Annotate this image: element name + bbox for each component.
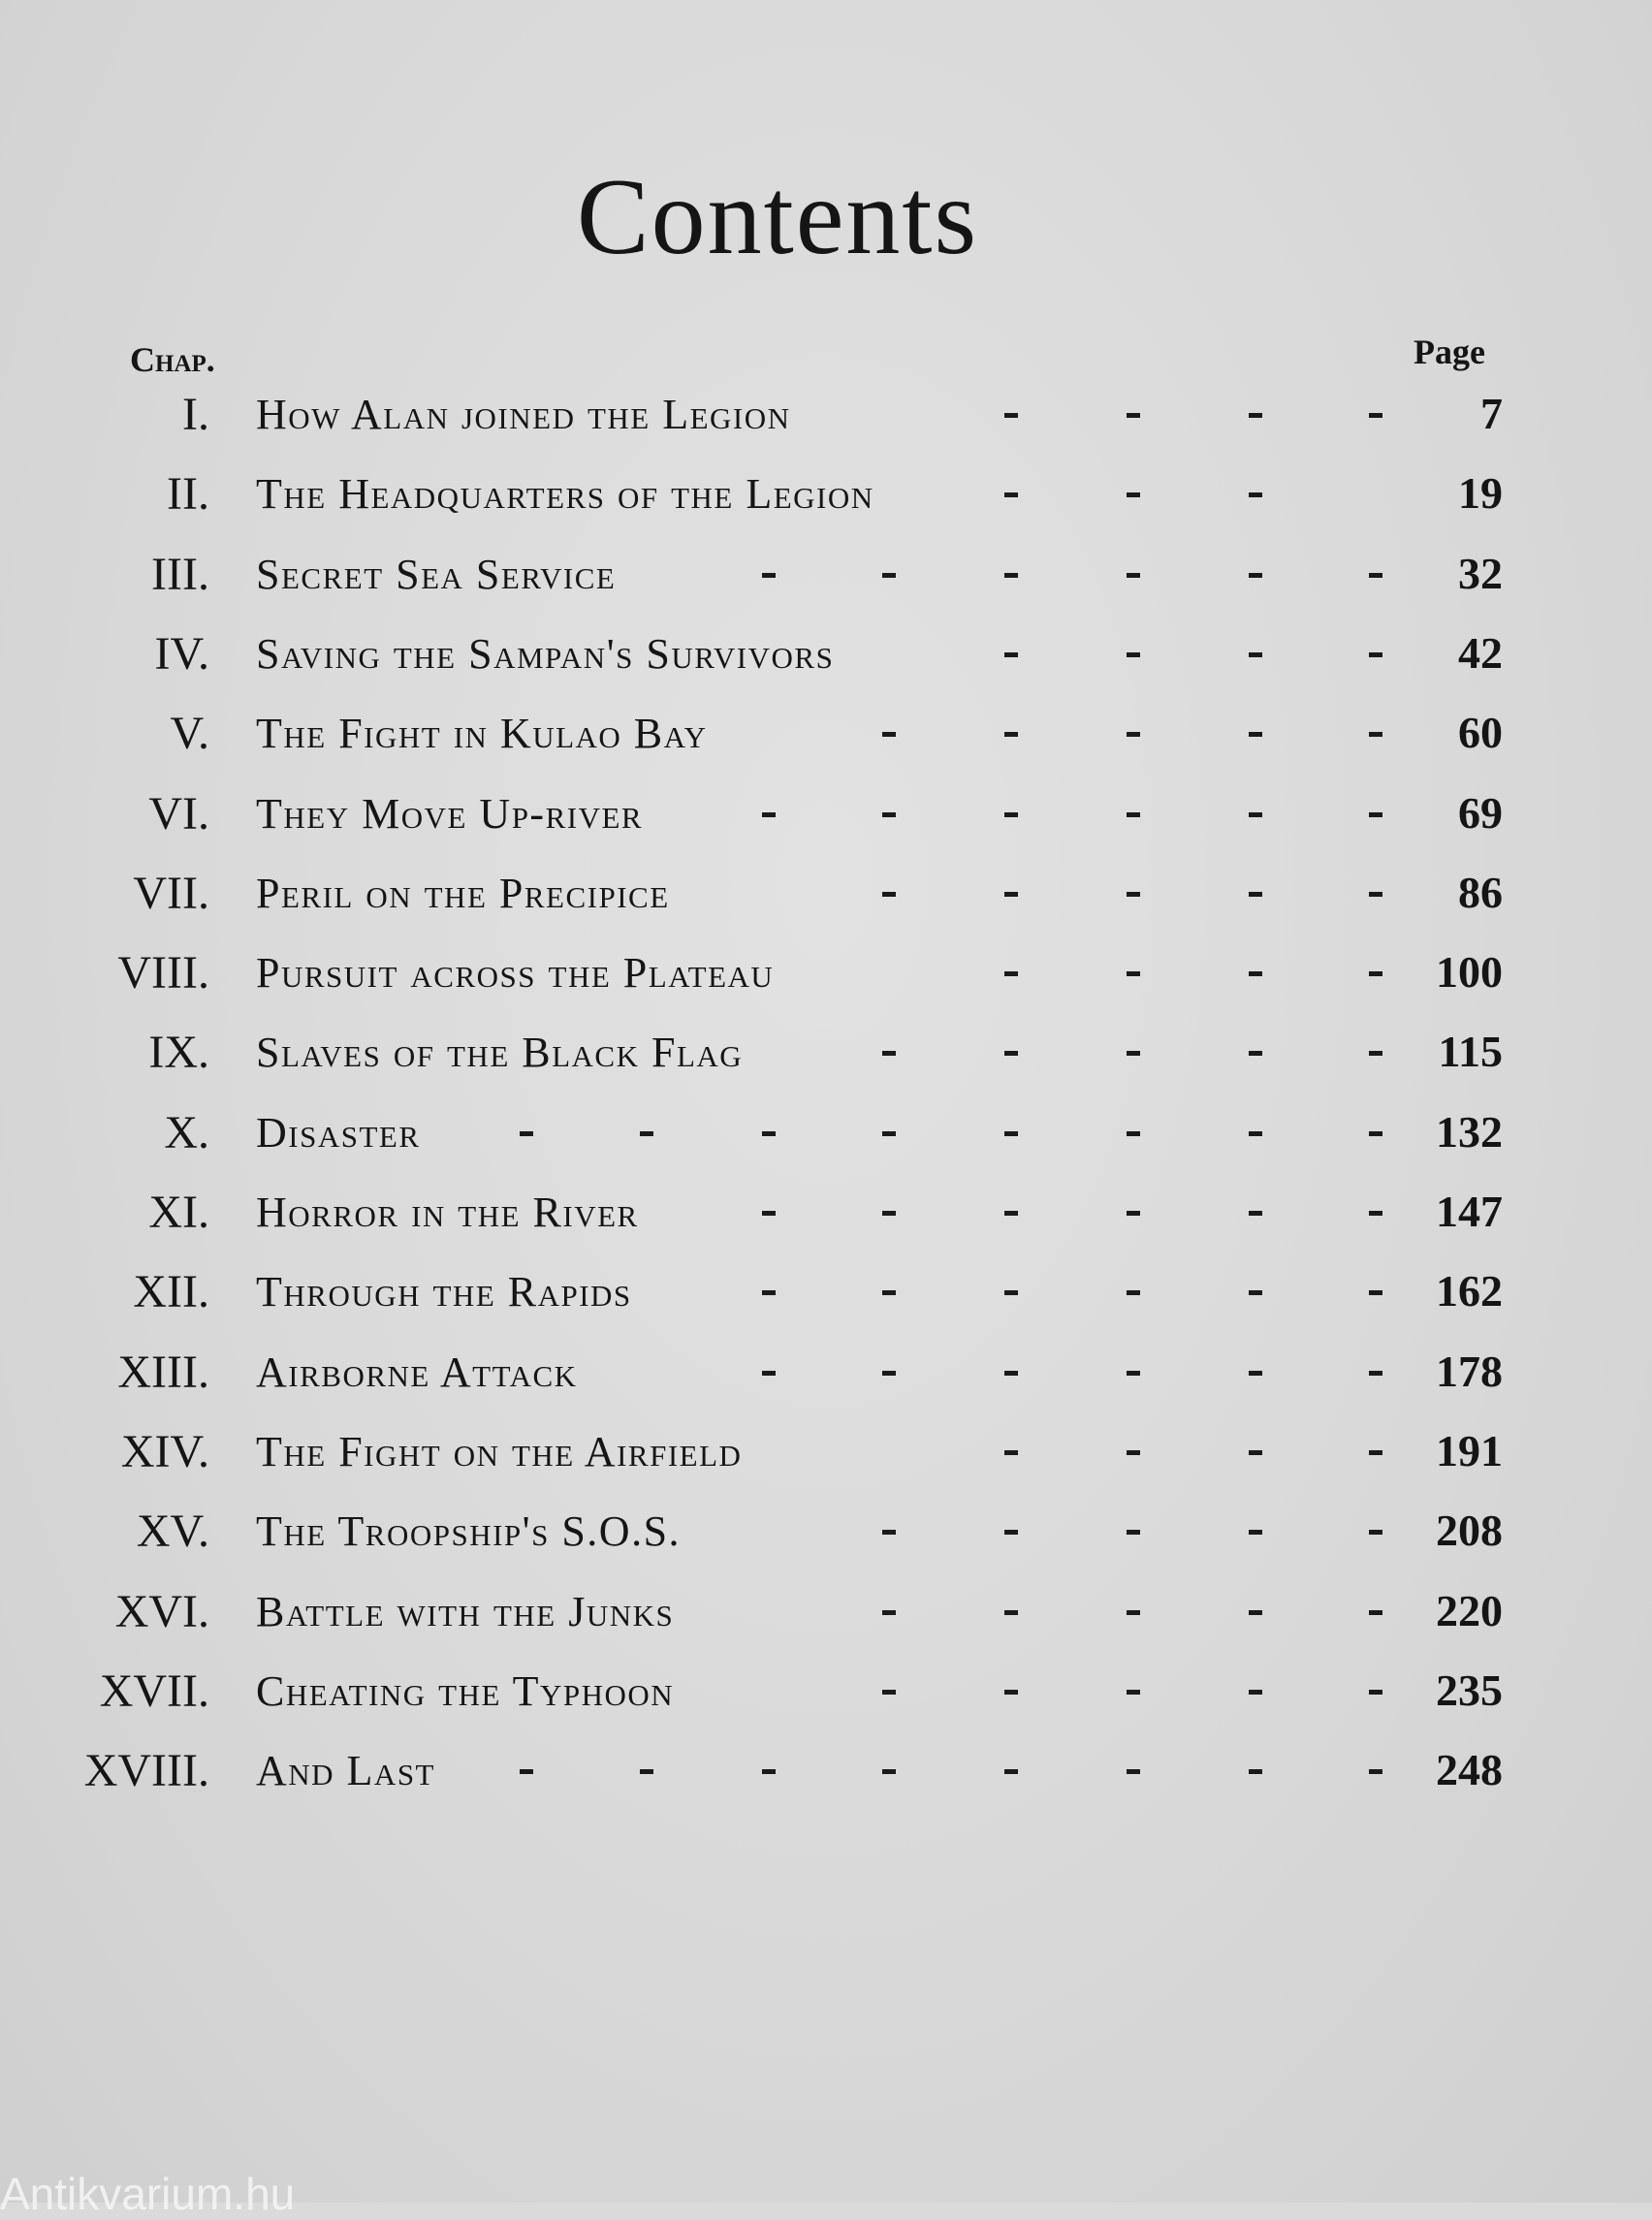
leader-dash	[1249, 413, 1262, 418]
page-number: 100	[1436, 947, 1503, 998]
leader-dash	[1004, 1769, 1018, 1774]
chapter-number: XII.	[133, 1266, 209, 1318]
chapter-number: II.	[167, 468, 209, 521]
leader-dash	[640, 1131, 653, 1136]
leader-dash	[882, 1769, 896, 1774]
leader-dash	[1249, 971, 1262, 976]
chapter-title: Disaster	[256, 1108, 421, 1157]
chapter-number: I.	[182, 389, 209, 440]
toc-row	[0, 1186, 1652, 1263]
page-number: 191	[1436, 1425, 1503, 1475]
toc-row	[0, 627, 1652, 705]
page-number: 115	[1438, 1027, 1503, 1077]
page-number: 235	[1436, 1665, 1503, 1715]
chapter-title: Cheating the Typhoon	[256, 1666, 675, 1715]
leader-dash	[1369, 1530, 1382, 1535]
chapter-title: Through the Rapids	[256, 1268, 632, 1316]
leader-dash	[1004, 1131, 1018, 1136]
toc-row	[0, 1265, 1652, 1343]
leader-dash	[1127, 413, 1140, 418]
leader-dash	[1249, 812, 1262, 817]
chapter-number: III.	[151, 548, 209, 600]
chapter-title: Peril on the Precipice	[256, 869, 670, 917]
chapter-title: Saving the Sampan's Survivors	[256, 629, 835, 678]
toc-row	[0, 548, 1652, 625]
leader-dash	[1127, 1290, 1140, 1295]
leader-dash	[1369, 732, 1382, 737]
leader-dash	[1369, 971, 1382, 976]
leader-dash	[882, 892, 896, 897]
toc-row	[0, 388, 1652, 465]
toc-row	[0, 787, 1652, 865]
chapter-number: XVIII.	[83, 1745, 209, 1797]
toc-row	[0, 1665, 1652, 1742]
chapter-title: Pursuit across the Plateau	[256, 949, 775, 998]
leader-dash	[1369, 1610, 1382, 1615]
toc-row	[0, 1585, 1652, 1663]
leader-dash	[1369, 1450, 1382, 1455]
leader-dash	[1127, 1131, 1140, 1136]
leader-dash	[1127, 1530, 1140, 1535]
leader-dash	[1127, 812, 1140, 817]
leader-dash	[882, 1131, 896, 1136]
chapter-number: VI.	[148, 787, 209, 840]
leader-dash	[1369, 652, 1382, 657]
leader-dash	[1004, 492, 1018, 497]
chapter-title: Battle with the Junks	[256, 1587, 675, 1635]
leader-dash	[762, 1131, 776, 1136]
leader-dash	[1004, 1450, 1018, 1455]
leader-dash	[1369, 573, 1382, 578]
page-number: 162	[1436, 1266, 1503, 1316]
leader-dash	[520, 1131, 533, 1136]
leader-dash	[1369, 1211, 1382, 1216]
chapter-number: IV.	[154, 627, 209, 680]
page-number: 7	[1480, 389, 1503, 438]
leader-dash	[1127, 492, 1140, 497]
chapter-title: Slaves of the Black Flag	[256, 1029, 744, 1077]
chapter-number: XI.	[148, 1187, 209, 1238]
leader-dash	[1004, 1690, 1018, 1695]
chapter-number: V.	[170, 708, 209, 760]
leader-dash	[1127, 573, 1140, 578]
leader-dash	[1369, 1769, 1382, 1774]
leader-dash	[1004, 892, 1018, 897]
leader-dash	[762, 573, 776, 578]
leader-dash	[882, 1290, 896, 1295]
leader-dash	[1004, 1290, 1018, 1295]
toc-row	[0, 1425, 1652, 1503]
toc-row	[0, 1505, 1652, 1582]
leader-dash	[1004, 1610, 1018, 1615]
leader-dash	[1127, 1610, 1140, 1615]
page-number: 248	[1436, 1745, 1503, 1795]
chapter-title: The Headquarters of the Legion	[256, 470, 874, 519]
watermark: Antikvarium.hu	[0, 2169, 296, 2219]
leader-dash	[882, 812, 896, 817]
chapter-title: The Troopship's S.O.S.	[256, 1507, 682, 1556]
leader-dash	[1127, 652, 1140, 657]
page-number: 208	[1436, 1506, 1503, 1556]
chap-column-header: Chap.	[130, 340, 215, 379]
leader-dash	[1249, 652, 1262, 657]
leader-dash	[1249, 573, 1262, 578]
leader-dash	[1369, 1131, 1382, 1136]
toc-row	[0, 707, 1652, 784]
leader-dash	[882, 1610, 896, 1615]
leader-dash	[762, 1211, 776, 1216]
chapter-number: XV.	[136, 1506, 209, 1558]
page-number: 42	[1458, 627, 1503, 678]
chapter-title: The Fight in Kulao Bay	[256, 710, 708, 758]
leader-dash	[1369, 892, 1382, 897]
toc-row	[0, 1026, 1652, 1103]
leader-dash	[1249, 1769, 1262, 1774]
leader-dash	[1369, 1690, 1382, 1695]
leader-dash	[1004, 413, 1018, 418]
leader-dash	[1004, 1051, 1018, 1056]
leader-dash	[882, 1371, 896, 1376]
page-number: 69	[1458, 787, 1503, 838]
leader-dash	[1249, 1211, 1262, 1216]
chapter-number: IX.	[148, 1027, 209, 1079]
chapter-number: XIII.	[117, 1346, 209, 1398]
page-number: 86	[1458, 867, 1503, 917]
leader-dash	[1004, 652, 1018, 657]
page-number: 32	[1458, 548, 1503, 598]
leader-dash	[1249, 892, 1262, 897]
leader-dash	[1004, 971, 1018, 976]
chapter-number: VIII.	[117, 947, 209, 999]
leader-dash	[1369, 812, 1382, 817]
chapter-title: They Move Up-river	[256, 789, 644, 838]
leader-dash	[1249, 732, 1262, 737]
page-column-header: Page	[1414, 333, 1485, 371]
leader-dash	[882, 1211, 896, 1216]
leader-dash	[1369, 1371, 1382, 1376]
leader-dash	[1249, 1610, 1262, 1615]
leader-dash	[882, 732, 896, 737]
leader-dash	[1127, 1211, 1140, 1216]
leader-dash	[1127, 892, 1140, 897]
leader-dash	[762, 1371, 776, 1376]
leader-dash	[882, 573, 896, 578]
chapter-number: XVII.	[99, 1665, 209, 1717]
chapter-title: Secret Sea Service	[256, 550, 617, 598]
leader-dash	[1127, 1051, 1140, 1056]
leader-dash	[1369, 413, 1382, 418]
leader-dash	[762, 1769, 776, 1774]
leader-dash	[1249, 1290, 1262, 1295]
chapter-title: The Fight on the Airfield	[256, 1427, 743, 1475]
chapter-number: XVI.	[114, 1585, 209, 1637]
leader-dash	[1127, 1371, 1140, 1376]
leader-dash	[1004, 732, 1018, 737]
leader-dash	[1249, 1450, 1262, 1455]
leader-dash	[1127, 971, 1140, 976]
leader-dash	[882, 1051, 896, 1056]
leader-dash	[1369, 1051, 1382, 1056]
leader-dash	[1249, 1690, 1262, 1695]
leader-dash	[1249, 1131, 1262, 1136]
leader-dash	[1004, 1371, 1018, 1376]
page-title: Contents	[576, 157, 979, 277]
leader-dash	[1127, 1450, 1140, 1455]
toc-row	[0, 467, 1652, 545]
chapter-number: XIV.	[120, 1425, 209, 1477]
chapter-number: VII.	[133, 867, 209, 919]
toc-row	[0, 1744, 1652, 1822]
leader-dash	[1004, 812, 1018, 817]
toc-row	[0, 1346, 1652, 1423]
page-number: 178	[1436, 1346, 1503, 1396]
leader-dash	[520, 1769, 533, 1774]
page-number: 132	[1436, 1106, 1503, 1157]
leader-dash	[1249, 492, 1262, 497]
leader-dash	[1004, 1530, 1018, 1535]
chapter-title: Horror in the River	[256, 1189, 639, 1236]
page-number: 60	[1458, 708, 1503, 758]
leader-dash	[882, 1690, 896, 1695]
leader-dash	[1249, 1371, 1262, 1376]
leader-dash	[1369, 1290, 1382, 1295]
page-number: 220	[1436, 1585, 1503, 1635]
leader-dash	[762, 812, 776, 817]
leader-dash	[1127, 1690, 1140, 1695]
toc-row	[0, 867, 1652, 944]
leader-dash	[882, 1530, 896, 1535]
toc-row	[0, 1106, 1652, 1184]
page-number: 19	[1458, 468, 1503, 519]
leader-dash	[762, 1290, 776, 1295]
page-number: 147	[1436, 1187, 1503, 1236]
chapter-number: X.	[164, 1106, 209, 1158]
leader-dash	[1004, 573, 1018, 578]
toc-row	[0, 946, 1652, 1024]
leader-dash	[1249, 1051, 1262, 1056]
leader-dash	[1249, 1530, 1262, 1535]
leader-dash	[1127, 732, 1140, 737]
leader-dash	[1127, 1769, 1140, 1774]
chapter-title: Airborne Attack	[256, 1348, 578, 1396]
chapter-title: How Alan joined the Legion	[256, 391, 791, 438]
leader-dash	[1004, 1211, 1018, 1216]
leader-dash	[640, 1769, 653, 1774]
chapter-title: And Last	[256, 1747, 435, 1795]
